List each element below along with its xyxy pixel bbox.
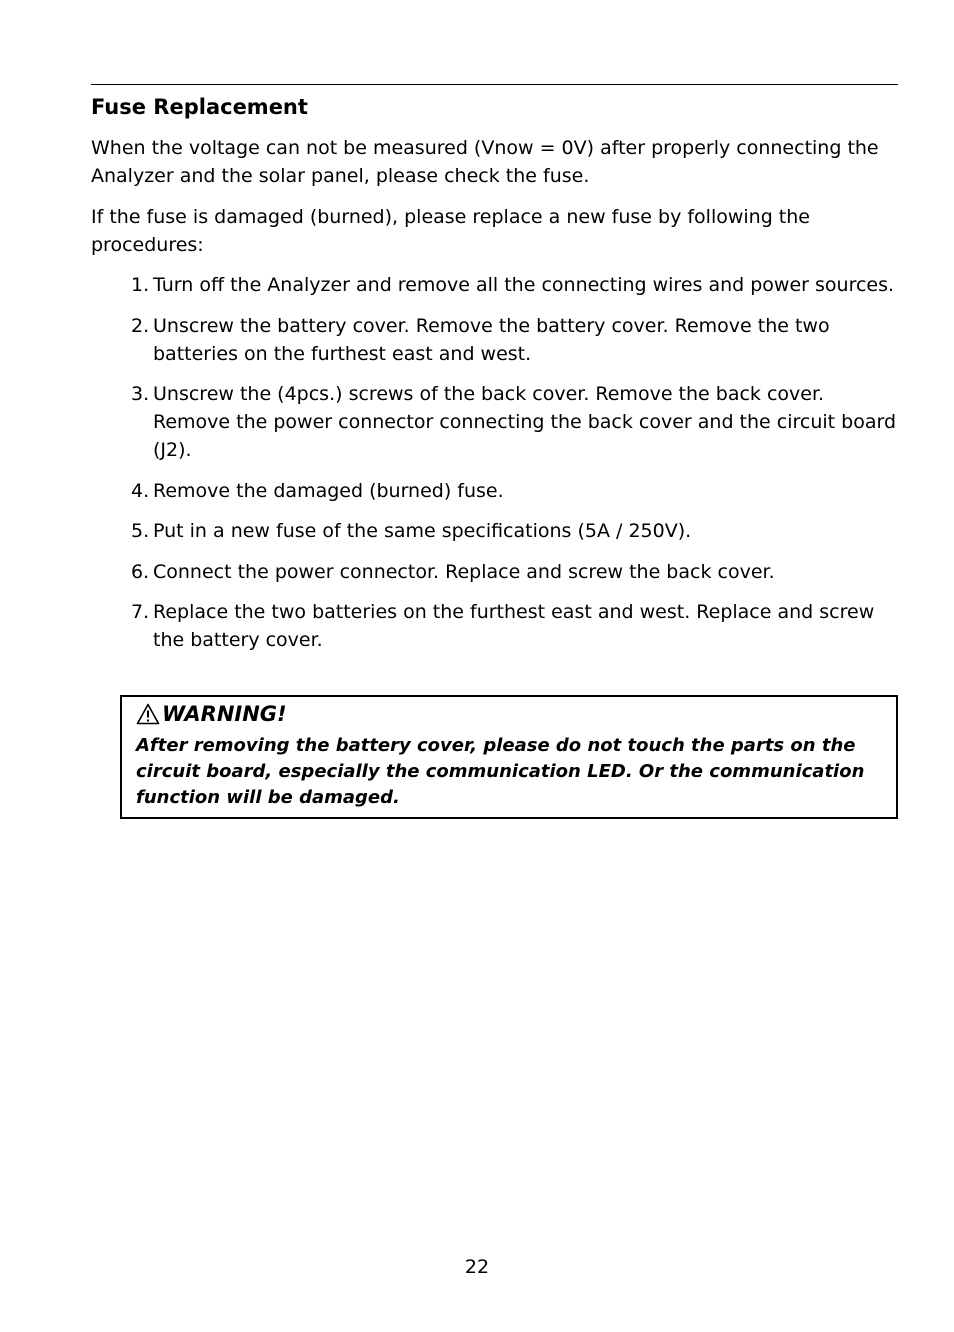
warning-box <box>120 695 898 819</box>
procedure-step <box>131 558 901 586</box>
step-text: Turn off the Analyzer and remove all the connecting wires and power sources. <box>153 274 895 296</box>
step-number: 1. <box>131 274 150 296</box>
step-number: 5. <box>131 520 150 542</box>
warning-heading-text: WARNING! <box>162 702 287 726</box>
step-number: 4. <box>131 479 150 502</box>
page-number: 22 <box>464 1256 490 1278</box>
procedure-step <box>131 380 901 464</box>
step-number: 3. <box>131 383 150 405</box>
step-number: 6. <box>131 560 150 583</box>
step-text: Replace the two batteries on the furthest east and west. Replace and screw the battery cover. <box>153 601 875 651</box>
header-rule <box>91 84 898 85</box>
step-text: Unscrew the (4pcs.) screws of the back cover. Remove the back cover. Remove the power connector connecting the back cover and the circuit board (J2). <box>153 383 897 461</box>
procedure-step <box>131 271 901 299</box>
step-text: Put in a new fuse of the same specifications (5A / 250V). <box>153 520 692 542</box>
step-text: Unscrew the battery cover. Remove the battery cover. Remove the two batteries on the furthest east and west. <box>153 314 830 365</box>
procedure-step <box>131 598 901 654</box>
procedure-step <box>131 312 901 368</box>
procedure-intro-paragraph: If the fuse is damaged (burned), please replace a new fuse by following the procedures: <box>91 206 810 256</box>
step-number: 7. <box>131 601 150 623</box>
procedure-step <box>131 517 901 545</box>
step-text: Remove the damaged (burned) fuse. <box>153 479 504 502</box>
warning-heading <box>136 699 287 729</box>
procedure-steps-list <box>131 271 901 667</box>
step-text: Connect the power connector. Replace and screw the back cover. <box>153 560 775 583</box>
warning-triangle-icon <box>136 703 160 725</box>
intro-paragraph: When the voltage can not be measured (Vnow = 0V) after properly connecting the Analyzer and the solar panel, please check the fuse. <box>91 137 879 187</box>
step-number: 2. <box>131 314 150 337</box>
section-title: Fuse Replacement <box>91 95 308 119</box>
warning-text: After removing the battery cover, please do not touch the parts on the circuit board, especially the communication LED. Or the communication function will be damaged. <box>136 735 865 808</box>
procedure-step <box>131 477 901 505</box>
